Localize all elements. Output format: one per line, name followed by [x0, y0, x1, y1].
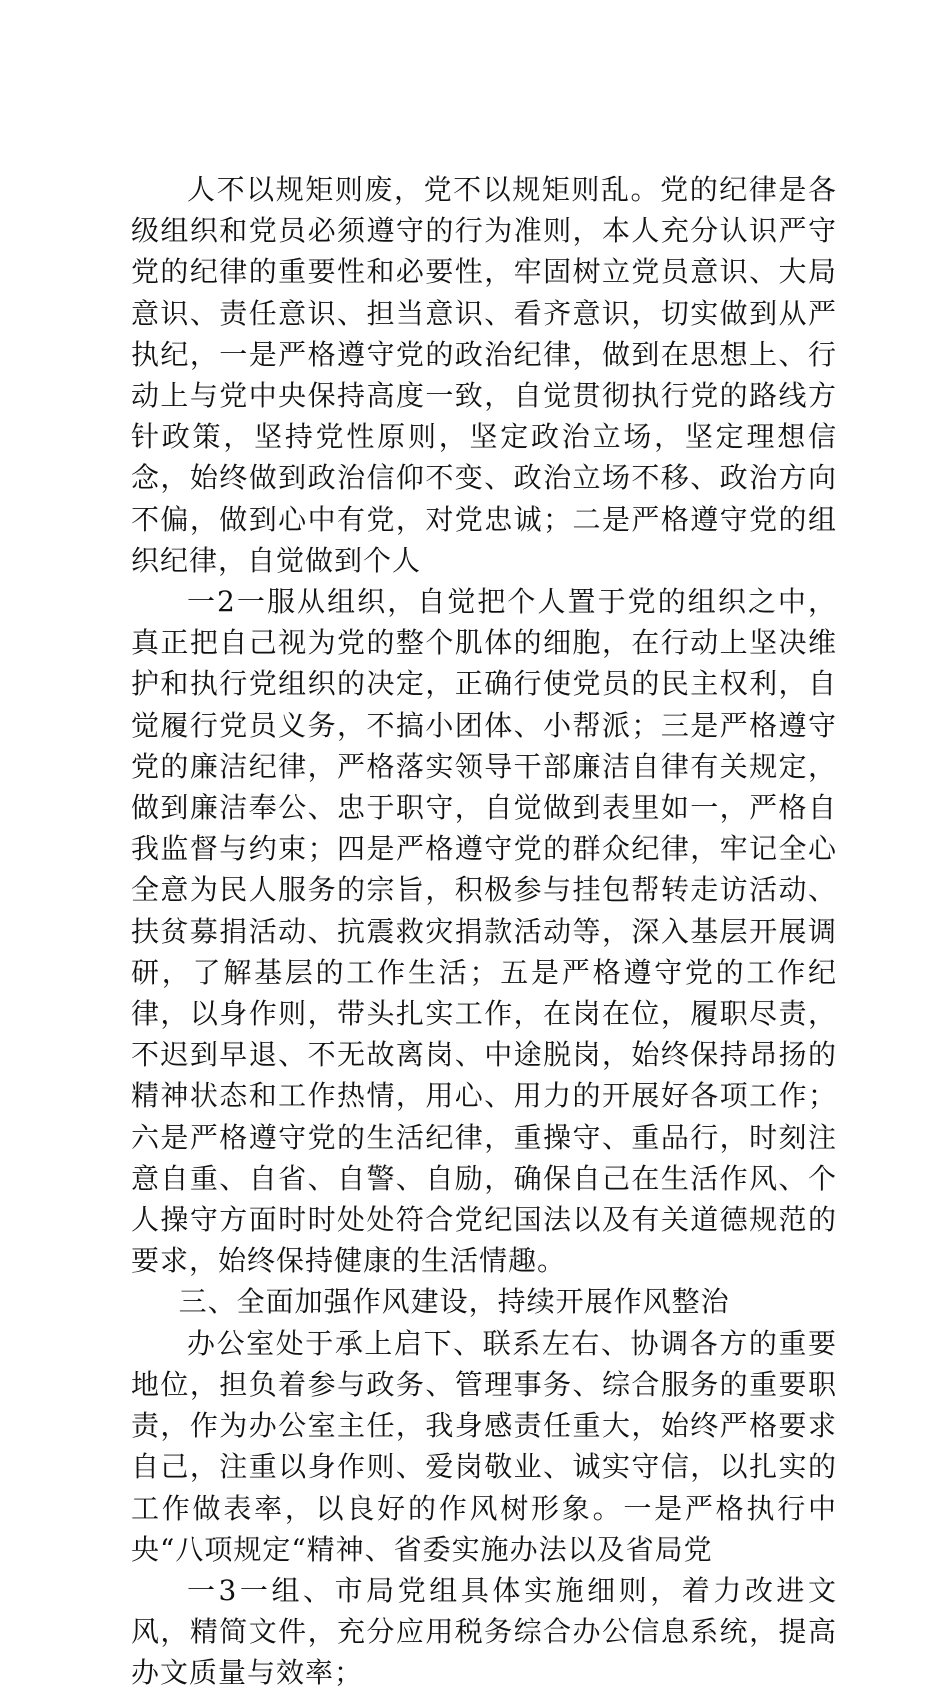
paragraph-office-role: 办公室处于承上启下、联系左右、协调各方的重要地位，担负着参与政务、管理事务、综合服务的重要职责，作为办公室主任，我身感责任重大，始终严格要求自己，注重以身作则、爱岗敬业、诚实守信，以扎实的工作做表率，以良好的作风树形象。一是严格执行中央“八项规定“精神、省委实施办法以及省局党 [131, 1326, 837, 1566]
paragraph-implementation: 一3一组、市局党组具体实施细则，着力改进文风，精简文件，充分应用税务综合办公信息系统，提高办文质量与效率； [131, 1573, 837, 1690]
document-body [131, 169, 837, 1694]
section-heading-work-style: 三、全面加强作风建设，持续开展作风整治 [178, 1285, 730, 1319]
paragraph-discipline-intro: 人不以规矩则废，党不以规矩则乱。党的纪律是各级组织和党员必须遵守的行为准则，本人充分认识严守党的纪律的重要性和必要性，牢固树立党员意识、大局意识、责任意识、担当意识、看齐意识，切实做到从严执纪，一是严格遵守党的政治纪律，做到在思想上、行动上与党中央保持高度一致，自觉贯彻执行党的路线方针政策，坚持党性原则，坚定政治立场，坚定理想信念，始终做到政治信仰不变、政治立场不移、政治方向不偏，做到心中有党，对党忠诚；二是严格遵守党的组织纪律，自觉做到个人 [131, 173, 837, 577]
paragraph-discipline-details: 一2一服从组织，自觉把个人置于党的组织之中，真正把自己视为党的整个肌体的细胞，在行动上坚决维护和执行党组织的决定，正确行使党员的民主权利，自觉履行党员义务，不搞小团体、小帮派；三是严格遵守党的廉洁纪律，严格落实领导干部廉洁自律有关规定，做到廉洁奉公、忠于职守，自觉做到表里如一，严格自我监督与约束；四是严格遵守党的群众纪律，牢记全心全意为民人服务的宗旨，积极参与挂包帮转走访活动、扶贫募捐活动、抗震救灾捐款活动等，深入基层开展调研，了解基层的工作生活；五是严格遵守党的工作纪律，以身作则，带头扎实工作，在岗在位，履职尽责，不迟到早退、不无故离岗、中途脱岗，始终保持昂扬的精神状态和工作热情，用心、用力的开展好各项工作；六是严格遵守党的生活纪律，重操守、重品行，时刻注意自重、自省、自警、自励，确保自己在生活作风、个人操守方面时时处处符合党纪国法以及有关道德规范的要求，始终保持健康的生活情趣。 [131, 585, 837, 1278]
